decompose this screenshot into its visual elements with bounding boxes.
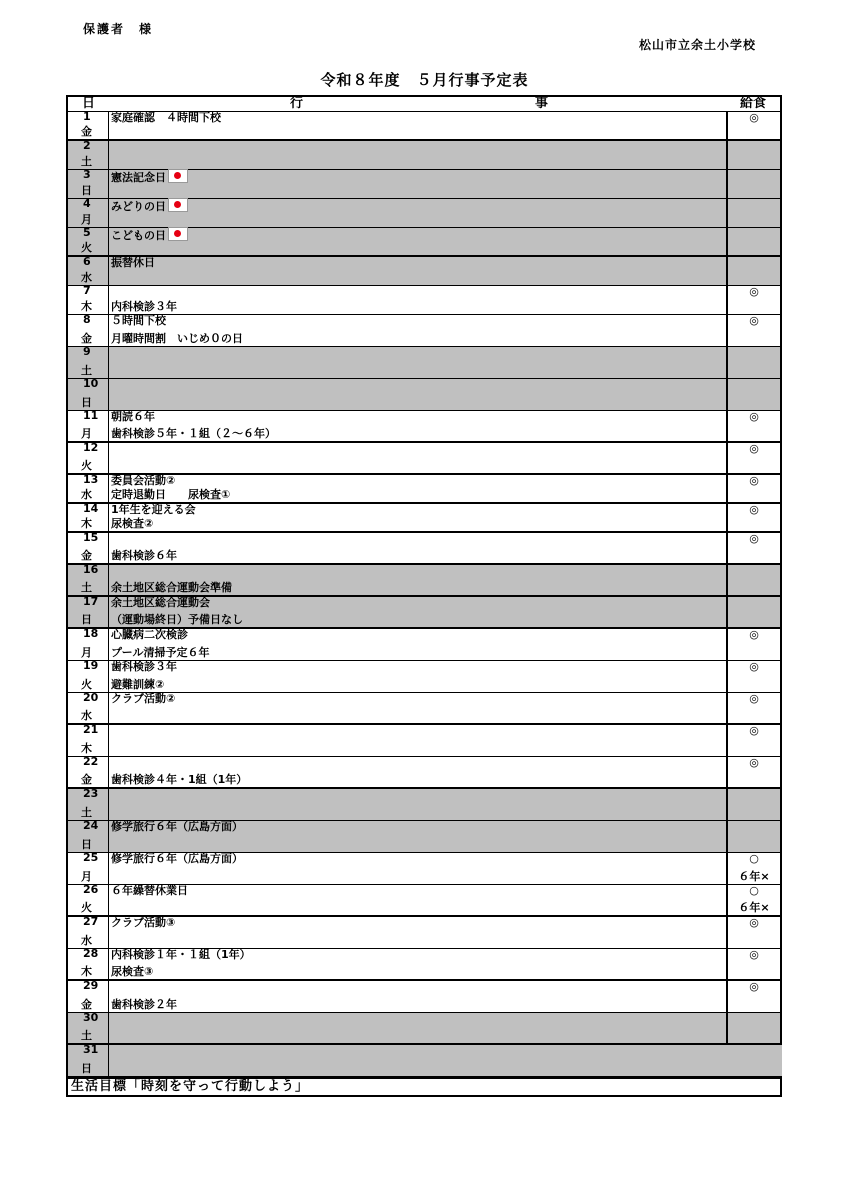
day-cell [68, 757, 109, 787]
weekday: 土 [81, 1029, 92, 1042]
event-line-1 [111, 198, 188, 213]
event-cell [111, 725, 725, 756]
day-cell [68, 565, 109, 595]
meal-cell [726, 1013, 780, 1043]
meal-mark: ◎ [749, 948, 759, 961]
event-cell [111, 504, 725, 531]
meal-mark: ○ [749, 884, 759, 897]
table-row [66, 112, 782, 141]
header-events-a: 行 [290, 96, 304, 111]
meal-mark: ◎ [749, 314, 759, 327]
meal-mark: ◎ [749, 980, 759, 993]
event-cell [111, 565, 725, 595]
event-cell [111, 597, 725, 627]
table-body [66, 112, 782, 1077]
event-text-1: 修学旅行６年（広島方面） [111, 820, 243, 833]
day-cell [68, 1045, 109, 1076]
meal-cell [726, 917, 780, 948]
event-line-1 [111, 169, 188, 184]
meal-cell [726, 504, 780, 531]
event-line-2: 歯科検診４年・1組（1年） [111, 773, 248, 786]
school-name: 松山市立余土小学校 [639, 38, 757, 52]
event-text-1: 家庭確認 ４時間下校 [111, 111, 221, 124]
header-meal: 給食 [740, 96, 767, 111]
table-row [66, 757, 782, 789]
event-cell [111, 1045, 782, 1076]
day-cell [68, 411, 109, 441]
table-row [66, 853, 782, 885]
japan-flag-icon [168, 169, 188, 183]
table-header [66, 95, 782, 112]
table-row [66, 379, 782, 411]
day-number: 13 [83, 473, 99, 486]
meal-cell [726, 661, 780, 692]
event-cell [111, 757, 725, 787]
event-cell [111, 443, 725, 473]
event-cell [111, 112, 725, 139]
event-line-1 [111, 820, 243, 833]
meal-mark: ◎ [749, 410, 759, 423]
table-row [66, 170, 782, 199]
event-line-2: 歯科検診２年 [111, 998, 177, 1011]
day-cell [68, 597, 109, 627]
weekday: 土 [81, 806, 92, 819]
day-cell [68, 504, 109, 531]
event-cell [111, 199, 725, 227]
meal-cell [726, 141, 780, 169]
day-cell [68, 949, 109, 979]
meal-cell [726, 315, 780, 346]
event-cell [111, 286, 725, 314]
event-line-1 [111, 474, 175, 487]
day-number: 18 [83, 627, 99, 640]
table-row [66, 821, 782, 853]
meal-cell [726, 981, 780, 1012]
table-row [66, 1045, 782, 1077]
day-number: 10 [83, 377, 99, 390]
table-row [66, 228, 782, 257]
life-goal-text: 生活目標「時刻を守って行動しよう」 [71, 1079, 310, 1094]
event-cell [111, 411, 725, 441]
event-cell [111, 853, 725, 884]
meal-cell [726, 885, 780, 915]
event-text-1: クラブ活動② [111, 692, 176, 705]
meal-mark: ◎ [749, 756, 759, 769]
day-number: 11 [83, 409, 99, 422]
meal-note: ６年× [738, 870, 770, 883]
weekday: 水 [81, 709, 92, 722]
weekday: 日 [81, 1062, 92, 1075]
day-cell [68, 629, 109, 660]
meal-cell [726, 475, 780, 502]
meal-mark: ◎ [749, 692, 759, 705]
day-cell [68, 141, 109, 169]
day-number: 27 [83, 915, 99, 928]
meal-cell [726, 597, 780, 627]
weekday: 火 [81, 678, 92, 691]
weekday: 日 [81, 613, 92, 626]
event-line-1 [111, 628, 188, 641]
weekday: 月 [81, 427, 92, 440]
day-number: 9 [83, 345, 91, 358]
event-text-1: 内科検診１年・１組（1年） [111, 948, 251, 961]
table-row [66, 597, 782, 629]
day-number: 25 [83, 851, 99, 864]
weekday: 日 [81, 396, 92, 409]
day-number: 22 [83, 755, 99, 768]
event-cell [111, 629, 725, 660]
event-cell [111, 228, 725, 255]
weekday: 土 [81, 364, 92, 377]
event-cell [111, 917, 725, 948]
event-cell [111, 949, 725, 979]
header-events-b: 事 [535, 96, 549, 111]
table-row [66, 315, 782, 347]
meal-cell [726, 199, 780, 227]
event-line-1 [111, 884, 188, 897]
event-line-2: 内科検診３年 [111, 300, 177, 313]
table-row [66, 725, 782, 757]
event-line-1 [111, 410, 155, 423]
meal-cell [726, 629, 780, 660]
day-cell [68, 199, 109, 227]
event-line-1 [111, 660, 177, 673]
meal-mark: ◎ [749, 474, 759, 487]
meal-cell [726, 565, 780, 595]
event-text-1: 朝読６年 [111, 410, 155, 423]
event-line-1 [111, 596, 210, 609]
event-line-1 [111, 111, 221, 124]
table-row [66, 257, 782, 286]
meal-cell [726, 821, 780, 852]
event-cell [111, 379, 725, 410]
event-line-1 [111, 692, 175, 705]
day-number: 4 [83, 197, 91, 210]
day-cell [68, 1013, 109, 1043]
day-cell [68, 347, 109, 378]
event-line-1 [111, 227, 188, 242]
table-row [66, 286, 782, 315]
day-cell [68, 981, 109, 1012]
weekday: 月 [81, 646, 92, 659]
day-number: 24 [83, 819, 99, 832]
event-text-1: 余土地区総合運動会 [111, 596, 210, 609]
day-cell [68, 443, 109, 473]
day-cell [68, 257, 109, 285]
meal-mark: ◎ [749, 442, 759, 455]
day-number: 1 [83, 110, 91, 123]
meal-cell [726, 286, 780, 314]
meal-cell [726, 443, 780, 473]
event-text-1: ５時間下校 [111, 314, 166, 327]
table-row [66, 1013, 782, 1045]
event-cell [111, 1013, 725, 1043]
table-row [66, 629, 782, 661]
table-row [66, 949, 782, 981]
day-cell [68, 170, 109, 198]
table-row [66, 347, 782, 379]
meal-cell [726, 112, 780, 139]
meal-cell [726, 693, 780, 723]
weekday: 日 [81, 184, 92, 197]
weekday: 火 [81, 241, 92, 254]
table-row [66, 981, 782, 1013]
event-cell [111, 257, 725, 285]
event-line-1 [111, 852, 243, 865]
event-text-1: クラブ活動③ [111, 916, 176, 929]
meal-cell [726, 379, 780, 410]
weekday: 木 [81, 965, 92, 978]
meal-note: ６年× [738, 901, 770, 914]
event-cell [111, 821, 725, 852]
event-text-1: みどりの日 [111, 200, 166, 213]
meal-cell [726, 789, 780, 820]
day-number: 30 [83, 1011, 99, 1024]
event-line-2: 尿検査② [111, 517, 154, 530]
day-number: 17 [83, 595, 99, 608]
event-cell [111, 533, 725, 563]
event-line-2: 余土地区総合運動会準備 [111, 581, 232, 594]
day-cell [68, 789, 109, 820]
table-row [66, 661, 782, 693]
weekday: 金 [81, 998, 92, 1011]
event-text-1: 振替休日 [111, 256, 155, 269]
japan-flag-icon [168, 227, 188, 241]
day-number: 2 [83, 139, 91, 152]
event-line-2: 定時退勤日 尿検査① [111, 488, 231, 501]
day-cell [68, 475, 109, 502]
weekday: 金 [81, 332, 92, 345]
weekday: 土 [81, 581, 92, 594]
table-row [66, 917, 782, 949]
weekday: 月 [81, 213, 92, 226]
day-cell [68, 917, 109, 948]
day-cell [68, 315, 109, 346]
table-row [66, 693, 782, 725]
event-cell [111, 885, 725, 915]
table-row [66, 199, 782, 228]
day-cell [68, 693, 109, 723]
event-text-1: こどもの日 [111, 229, 166, 242]
event-line-2: 月曜時間割 いじめ０の日 [111, 332, 243, 345]
event-cell [111, 789, 725, 820]
event-text-1: 1年生を迎える会 [111, 503, 196, 516]
japan-flag-icon [168, 198, 188, 212]
day-cell [68, 533, 109, 563]
day-number: 19 [83, 659, 99, 672]
recipient-label: 保護者 様 [83, 22, 154, 36]
meal-cell [726, 228, 780, 255]
meal-mark: ◎ [749, 111, 759, 124]
day-number: 23 [83, 787, 99, 800]
table-row [66, 443, 782, 475]
event-cell [111, 693, 725, 723]
meal-cell [726, 170, 780, 198]
event-text-1: 心臓病二次検診 [111, 628, 188, 641]
meal-cell [726, 257, 780, 285]
event-text-1: 憲法記念日 [111, 171, 166, 184]
meal-cell [726, 347, 780, 378]
event-line-1 [111, 503, 196, 516]
event-text-1: 歯科検診３年 [111, 660, 177, 673]
event-text-1: 修学旅行６年（広島方面） [111, 852, 243, 865]
event-cell [111, 475, 725, 502]
day-cell [68, 821, 109, 852]
meal-mark: ○ [749, 852, 759, 865]
event-cell [111, 661, 725, 692]
event-line-2: 避難訓練② [111, 678, 165, 691]
header-day: 日 [82, 96, 96, 111]
meal-mark: ◎ [749, 285, 759, 298]
event-line-2: 尿検査③ [111, 965, 154, 978]
day-number: 5 [83, 226, 91, 239]
day-number: 6 [83, 255, 91, 268]
day-cell [68, 112, 109, 139]
day-number: 14 [83, 502, 99, 515]
day-number: 20 [83, 691, 99, 704]
weekday: 日 [81, 838, 92, 851]
weekday: 木 [81, 517, 92, 530]
event-text-1: 委員会活動② [111, 474, 176, 487]
day-number: 15 [83, 531, 99, 544]
event-cell [111, 347, 725, 378]
weekday: 水 [81, 271, 92, 284]
day-cell [68, 885, 109, 915]
life-goal [66, 1077, 782, 1097]
day-cell [68, 379, 109, 410]
weekday: 水 [81, 934, 92, 947]
table-row [66, 411, 782, 443]
event-line-2: 歯科検診５年・１組（２～６年） [111, 427, 276, 440]
day-number: 8 [83, 313, 91, 326]
day-cell [68, 853, 109, 884]
page-title: 令和８年度 ５月行事予定表 [320, 71, 529, 89]
meal-mark: ◎ [749, 724, 759, 737]
meal-mark: ◎ [749, 503, 759, 516]
weekday: 金 [81, 773, 92, 786]
day-number: 16 [83, 563, 99, 576]
day-cell [68, 286, 109, 314]
table-row [66, 475, 782, 504]
event-line-2: 歯科検診６年 [111, 549, 177, 562]
table-row [66, 141, 782, 170]
meal-cell [726, 725, 780, 756]
weekday: 火 [81, 459, 92, 472]
day-number: 31 [83, 1043, 99, 1056]
event-line-1 [111, 916, 175, 929]
meal-mark: ◎ [749, 916, 759, 929]
meal-cell [726, 533, 780, 563]
day-number: 26 [83, 883, 99, 896]
weekday: 月 [81, 870, 92, 883]
event-line-1 [111, 948, 251, 961]
weekday: 木 [81, 300, 92, 313]
event-cell [111, 981, 725, 1012]
day-number: 7 [83, 284, 91, 297]
meal-mark: ◎ [749, 660, 759, 673]
table-row [66, 789, 782, 821]
weekday: 土 [81, 155, 92, 168]
day-number: 12 [83, 441, 99, 454]
meal-cell [726, 949, 780, 979]
event-cell [111, 315, 725, 346]
day-cell [68, 725, 109, 756]
schedule-table [66, 95, 782, 1097]
day-cell [68, 228, 109, 255]
event-line-1 [111, 314, 166, 327]
day-number: 3 [83, 168, 91, 181]
table-row [66, 504, 782, 533]
meal-cell [726, 411, 780, 441]
day-number: 28 [83, 947, 99, 960]
day-cell [68, 661, 109, 692]
event-cell [111, 170, 725, 198]
weekday: 金 [81, 549, 92, 562]
event-cell [111, 141, 725, 169]
weekday: 木 [81, 742, 92, 755]
event-line-1 [111, 256, 155, 269]
event-line-2: （運動場終日）予備日なし [111, 613, 243, 626]
meal-mark: ◎ [749, 532, 759, 545]
event-text-1: ６年繰替休業日 [111, 884, 188, 897]
table-row [66, 565, 782, 597]
weekday: 金 [81, 125, 92, 138]
day-number: 29 [83, 979, 99, 992]
weekday: 火 [81, 901, 92, 914]
table-row [66, 885, 782, 917]
day-number: 21 [83, 723, 99, 736]
meal-cell [726, 853, 780, 884]
table-row [66, 533, 782, 565]
event-line-2: プール清掃予定６年 [111, 646, 210, 659]
weekday: 水 [81, 488, 92, 501]
meal-cell [726, 757, 780, 787]
meal-mark: ◎ [749, 628, 759, 641]
